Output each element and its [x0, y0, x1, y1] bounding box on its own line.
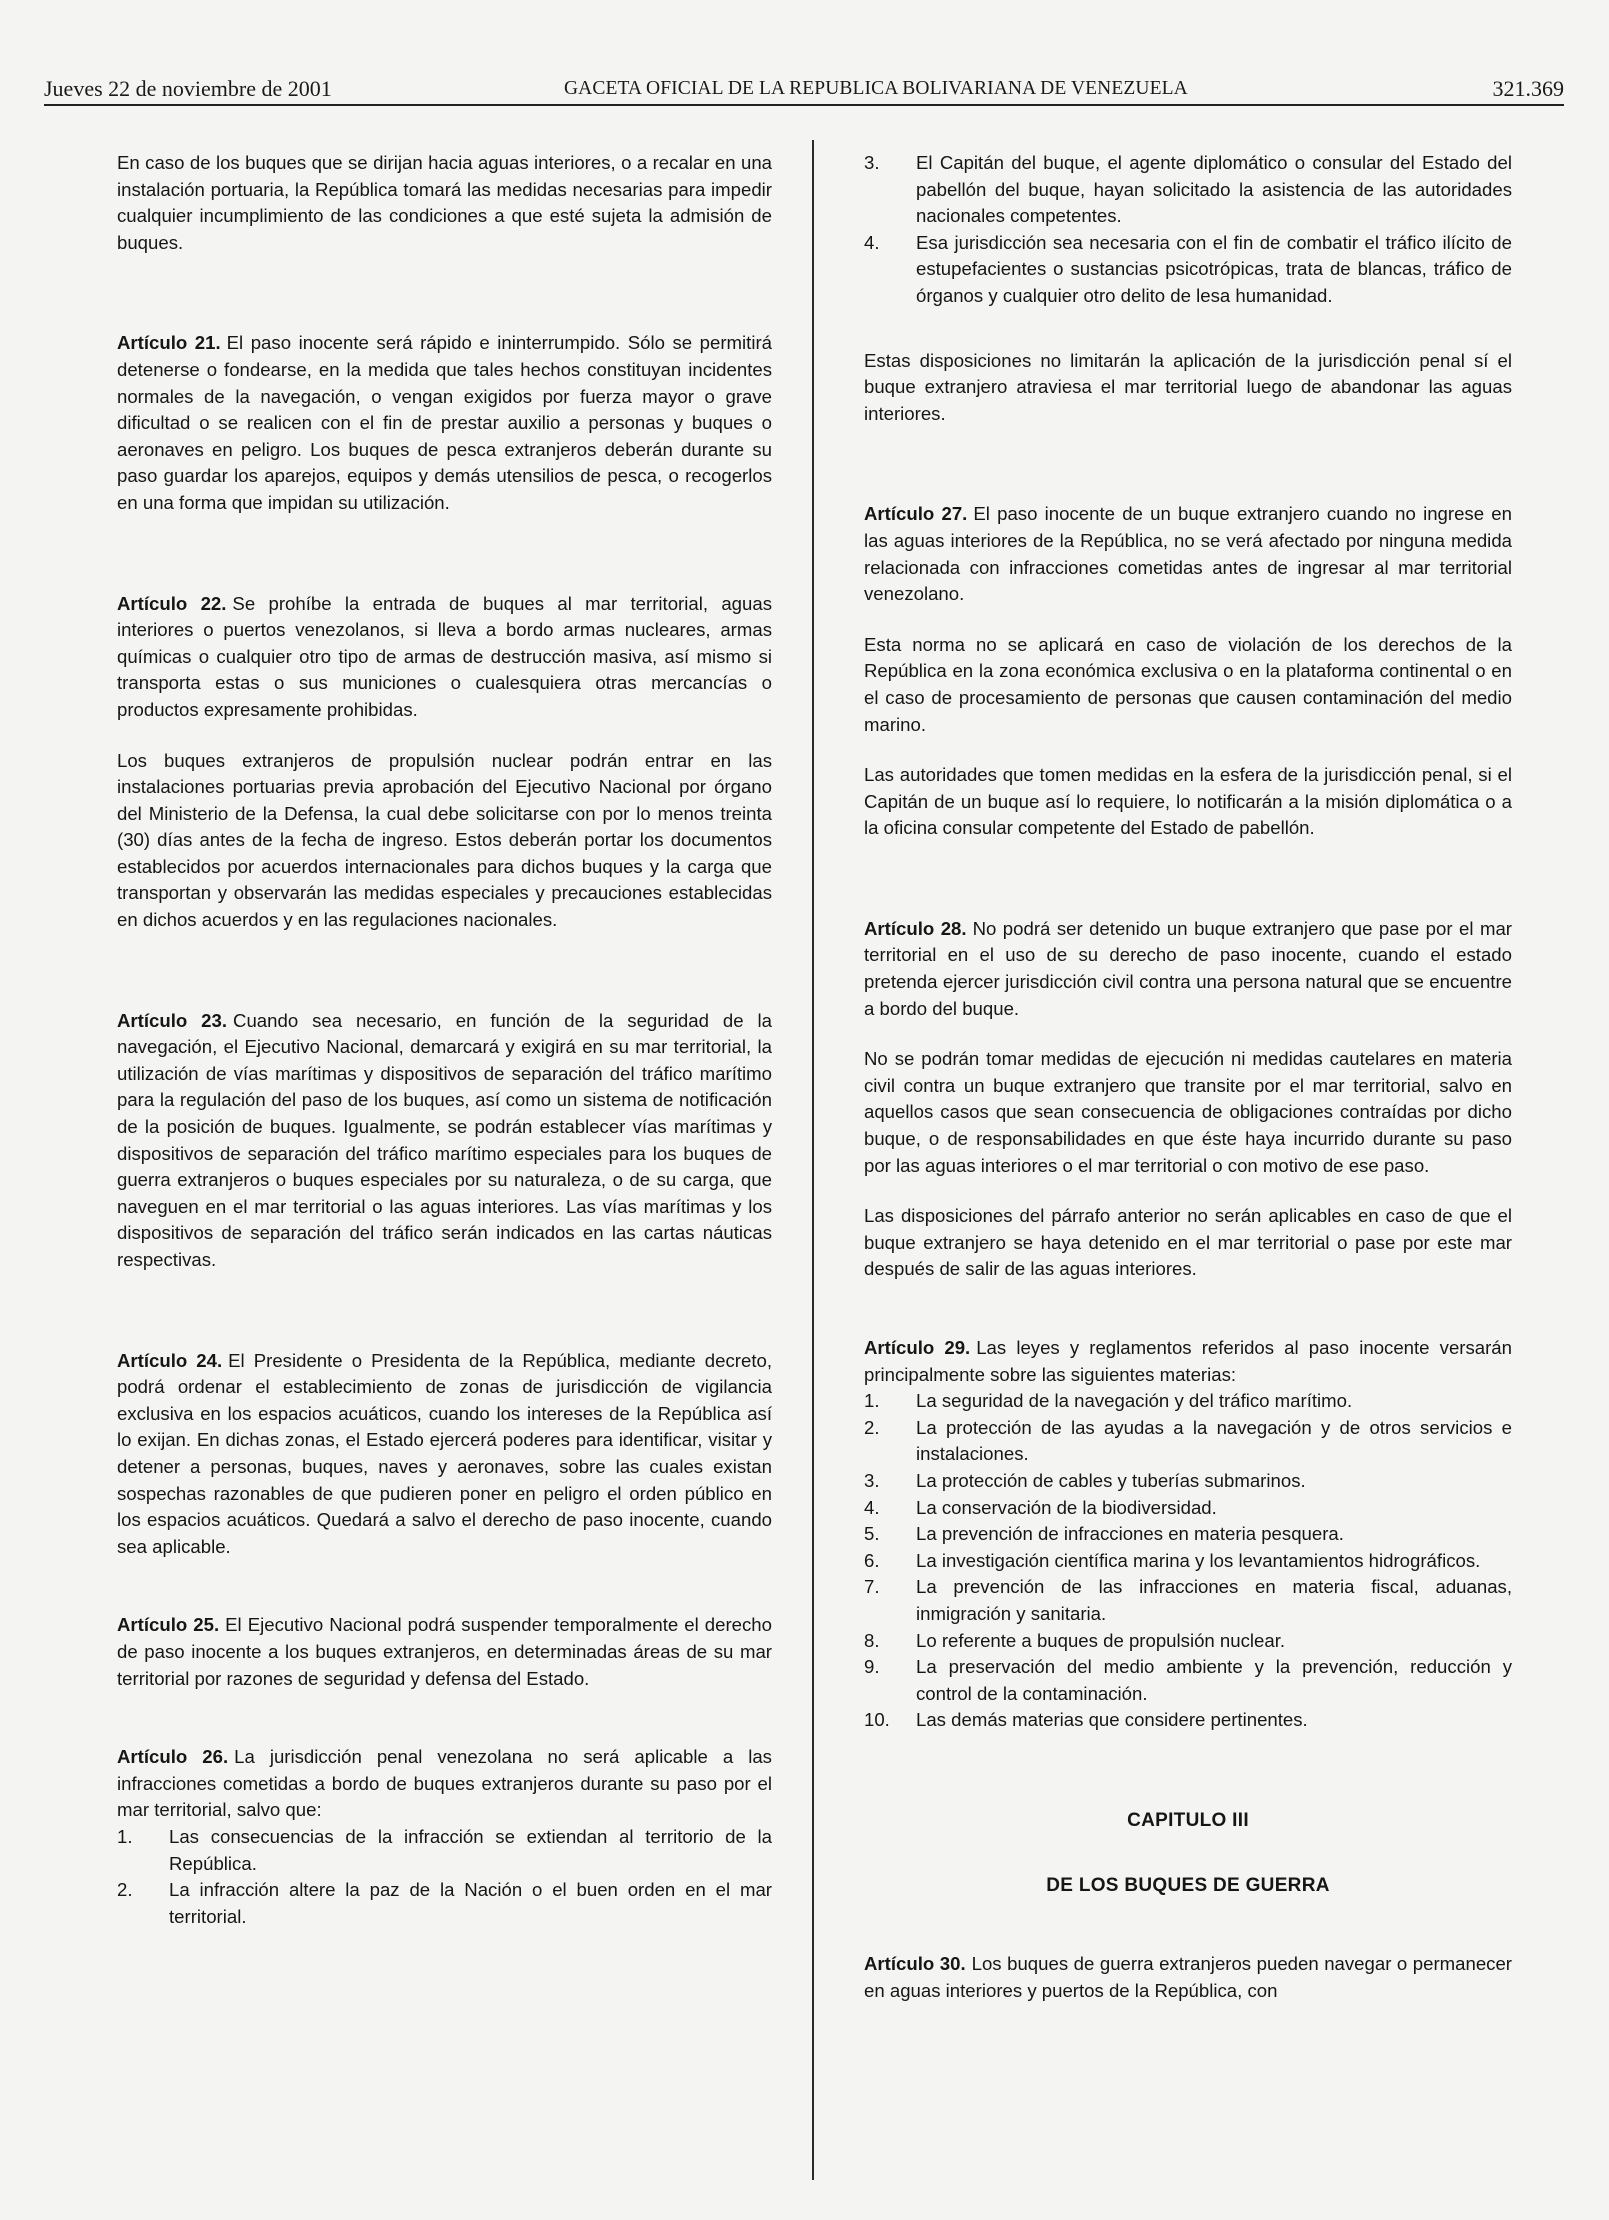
article-28-text: No podrá ser detenido un buque extranjero que pase por el mar territorial en el uso de su derecho de paso inocente, cuando el estado pretenda ejercer jurisdicción civil contra una persona natural que se encuentre a bordo del buque. — [864, 917, 1512, 1019]
article-22-paragraph-2: Los buques extranjeros de propulsión nuclear podrán entrar en las instalaciones portuarias previa aprobación del Ejecutivo Nacional por órgano del Ministerio de la Defensa, la cual debe solicitarse con por lo menos treinta (30) días antes de la fecha de ingreso. Estos deberán portar los documentos establecidos por acuerdos internacionales para dichos buques y la carga que transportan y observarán las medidas especiales y precauciones establecidas en dichos acuerdos y en las regulaciones nacionales. — [117, 749, 772, 931]
article-27 — [864, 501, 1512, 607]
list-item — [117, 1824, 772, 1877]
list-item-number: 8. — [864, 1629, 880, 1651]
list-item-text: Esa jurisdicción sea necesaria con el fin de combatir el tráfico ilícito de estupefacientes o sustancias psicotrópicas, trata de blancas, tráfico de órganos y cualquier otro delito de lesa humanidad. — [916, 231, 1512, 306]
article-26-closing: Estas disposiciones no limitarán la aplicación de la jurisdicción penal sí el buque extranjero atraviesa el mar territorial luego de abandonar las aguas interiores. — [864, 349, 1512, 424]
list-item — [864, 1574, 1512, 1627]
list-item-number: 9. — [864, 1656, 880, 1678]
article-27-paragraph-2: Esta norma no se aplicará en caso de violación de los derechos de la República en la zona económica exclusiva o en la plataforma continental o en el caso de procesamiento de personas que causen contaminación del medio marino. — [864, 633, 1512, 735]
list-item-text: La protección de las ayudas a la navegación y de otros servicios e instalaciones. — [916, 1416, 1512, 1465]
header-page-number: 321.369 — [1492, 76, 1564, 101]
chapter-title: DE LOS BUQUES DE GUERRA — [1046, 1874, 1330, 1896]
list-item-text: La infracción altere la paz de la Nación o el buen orden en el mar territorial. — [169, 1879, 772, 1927]
article-24-text: El Presidente o Presidenta de la República, mediante decreto, podrá ordenar el establecimiento de zonas de jurisdicción de vigilancia exclusiva en los espacios acuáticos, cuando los intereses de la República así lo exijan. En dichas zonas, el Estado ejercerá poderes para identificar, visitar y detener a personas, buques, naves y aeronaves, sobre las cuales existan sospechas razonables de que pudieren poner en peligro el orden público en los espacios acuáticos. Quedará a salvo el derecho de paso inocente, cuando sea aplicable. — [117, 1349, 772, 1557]
article-29-label: Artículo 29. — [864, 1337, 971, 1358]
article-23 — [117, 1008, 772, 1274]
list-item — [864, 1548, 1512, 1575]
list-item — [864, 150, 1512, 230]
list-item — [864, 1654, 1512, 1707]
article-21 — [117, 330, 772, 516]
list-item-text: El Capitán del buque, el agente diplomático o consular del Estado del pabellón del buque, hayan solicitado la asistencia de las autoridades nacionales competentes. — [916, 152, 1512, 227]
list-item — [864, 1628, 1512, 1655]
article-24-label: Artículo 24. — [117, 1349, 223, 1371]
list-item-text: La prevención de infracciones en materia pesquera. — [916, 1523, 1344, 1545]
chapter-heading: CAPITULO III — [1127, 1809, 1249, 1831]
list-item-number: 4. — [864, 231, 880, 253]
list-item — [864, 1495, 1512, 1522]
list-item-text: La investigación científica marina y los levantamientos hidrográficos. — [916, 1549, 1481, 1571]
article-24 — [117, 1348, 772, 1561]
list-item — [864, 1521, 1512, 1548]
list-item-text: La conservación de la biodiversidad. — [916, 1496, 1217, 1518]
article-22-text: Se prohíbe la entrada de buques al mar territorial, aguas interiores o puertos venezolanos, si lleva a bordo armas nucleares, armas químicas o cualquier otro tipo de armas de destrucción masiva, así mismo si transporta estas o sus municiones o cualesquiera otras mercancías o productos expresamente prohibidas. — [117, 592, 772, 720]
article-26-text: La jurisdicción penal venezolana no será aplicable a las infracciones cometidas a bordo de buques extranjeros durante su paso por el mar territorial, salvo que: — [117, 1746, 772, 1821]
list-item-number: 7. — [864, 1576, 880, 1598]
article-29-text: Las leyes y reglamentos referidos al paso inocente versarán principalmente sobre las siguientes materias: — [864, 1337, 1512, 1385]
list-item-number: 6. — [864, 1549, 880, 1571]
article-21-label: Artículo 21. — [117, 332, 221, 354]
article-28-label: Artículo 28. — [864, 917, 967, 939]
list-item-number: 10. — [864, 1709, 890, 1731]
article-30-label: Artículo 30. — [864, 1953, 966, 1975]
article-26 — [117, 1744, 772, 1824]
left-column — [117, 150, 772, 1930]
article-25-text: El Ejecutivo Nacional podrá suspender temporalmente el derecho de paso inocente a los buques extranjeros, en determinadas áreas de su mar territorial por razones de seguridad y defensa del Estado. — [117, 1614, 772, 1689]
article-28-paragraph-2: No se podrán tomar medidas de ejecución ni medidas cautelares en materia civil contra un buque extranjero que transite por el mar territorial, salvo en aquellos casos que sean consecuencia de obligaciones contraídas por dicho buque, o de responsabilidades en que éste haya incurrido durante su paso por las aguas interiores o el mar territorial o con motivo de ese paso. — [864, 1048, 1512, 1176]
article-23-label: Artículo 23. — [117, 1009, 228, 1031]
column-divider — [812, 140, 814, 2180]
list-item — [864, 1707, 1512, 1734]
article-27-text: El paso inocente de un buque extranjero cuando no ingrese en las aguas interiores de la República, no se verá afectado por ninguna medida relacionada con infracciones cometidas antes de ingresar al mar territorial venezolano. — [864, 503, 1512, 605]
header-publication: GACETA OFICIAL DE LA REPUBLICA BOLIVARIANA DE VENEZUELA — [564, 78, 1188, 99]
article-28-paragraph-3: Las disposiciones del párrafo anterior no serán aplicables en caso de que el buque extranjero se haya detenido en el mar territorial o pase por este mar después de salir de las aguas interiores. — [864, 1205, 1512, 1280]
list-item-number: 1. — [864, 1390, 880, 1412]
article-21-text: El paso inocente será rápido e ininterrumpido. Sólo se permitirá detenerse o fondearse, en la medida que tales hechos constituyan incidentes normales de la navegación, o vengan exigidos por fuerza mayor o grave dificultad o se realicen con el fin de prestar auxilio a personas y buques o aeronaves en peligro. Los buques de pesca extranjeros deberán durante su paso guardar los aparejos, equipos y demás utensilios de pesca, o recogerlos en una forma que impidan su utilización. — [117, 332, 772, 513]
article-29-list — [864, 1388, 1512, 1734]
list-item-text: La preservación del medio ambiente y la prevención, reducción y control de la contaminación. — [916, 1656, 1512, 1704]
article-27-label: Artículo 27. — [864, 503, 968, 525]
right-column — [864, 150, 1512, 2004]
header-date: Jueves 22 de noviembre de 2001 — [44, 76, 332, 101]
article-29 — [864, 1335, 1512, 1388]
article-30-text: Los buques de guerra extranjeros pueden navegar o permanecer en aguas interiores y puertos de la República, con — [864, 1953, 1512, 2001]
article-22 — [117, 591, 772, 724]
list-item-number: 2. — [864, 1416, 880, 1438]
list-item — [864, 230, 1512, 310]
article-28 — [864, 916, 1512, 1022]
article-26-list-left — [117, 1824, 772, 1930]
list-item-text: La seguridad de la navegación y del tráfico marítimo. — [916, 1390, 1353, 1412]
list-item — [117, 1877, 772, 1930]
list-item-text: Las demás materias que considere pertinentes. — [916, 1709, 1308, 1731]
article-27-paragraph-3: Las autoridades que tomen medidas en la esfera de la jurisdicción penal, si el Capitán de un buque así lo requiere, lo notificarán a la misión diplomática o a la oficina consular competente del Estado de pabellón. — [864, 764, 1512, 839]
list-item — [864, 1468, 1512, 1495]
article-26-label: Artículo 26. — [117, 1746, 229, 1768]
article-30 — [864, 1951, 1512, 2004]
article-25 — [117, 1612, 772, 1692]
article-23-text: Cuando sea necesario, en función de la seguridad de la navegación, el Ejecutivo Nacional, demarcará y exigirá en su mar territorial, la utilización de vías marítimas y dispositivos de separación del tráfico marítimo para la regulación del paso de los buques, así como un sistema de notificación de la posición de buques. Igualmente, se podrán establecer vías marítimas y dispositivos de separación del tráfico marítimo especiales para los buques de guerra extranjeros o buques especiales por su naturaleza, o de su carga, que naveguen en el mar territorial o las aguas interiores. Las vías marítimas y los dispositivos de separación del tráfico serán indicados en las cartas náuticas respectivas. — [117, 1009, 772, 1270]
list-item-text: La prevención de las infracciones en materia fiscal, aduanas, inmigración y sanitaria. — [916, 1576, 1512, 1624]
article-25-label: Artículo 25. — [117, 1614, 220, 1636]
intro-paragraph: En caso de los buques que se dirijan hacia aguas interiores, o a recalar en una instalación portuaria, la República tomará las medidas necesarias para impedir cualquier incumplimiento de las condiciones a que esté sujeta la admisión de buques. — [117, 152, 772, 253]
list-item-text: La protección de cables y tuberías submarinos. — [916, 1469, 1306, 1491]
list-item-number: 5. — [864, 1523, 880, 1545]
list-item-number: 3. — [864, 152, 880, 173]
article-26-list-right — [864, 150, 1512, 310]
list-item — [864, 1415, 1512, 1468]
list-item — [864, 1388, 1512, 1415]
list-item-number: 4. — [864, 1496, 880, 1518]
list-item-number: 2. — [117, 1879, 133, 1901]
list-item-number: 3. — [864, 1469, 880, 1491]
list-item-number: 1. — [117, 1825, 133, 1847]
list-item-text: Las consecuencias de la infracción se extiendan al territorio de la República. — [169, 1825, 772, 1874]
article-22-label: Artículo 22. — [117, 592, 227, 614]
header-rule — [44, 104, 1564, 106]
list-item-text: Lo referente a buques de propulsión nuclear. — [916, 1629, 1286, 1651]
